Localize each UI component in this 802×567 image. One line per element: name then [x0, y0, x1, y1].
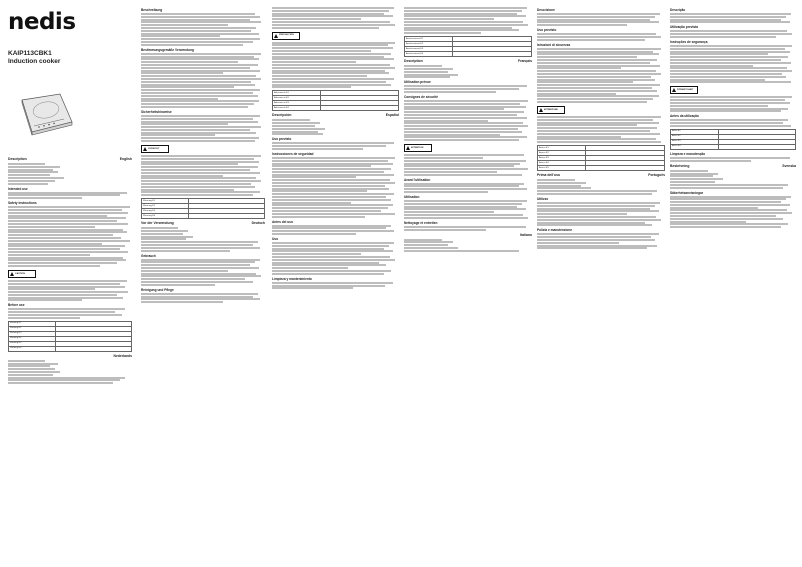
brand-logo: nedis — [8, 9, 76, 35]
text-block — [272, 142, 399, 150]
table-row: Avviso E3 — [538, 156, 665, 161]
language-header — [8, 354, 132, 359]
table-row: Warning E4 — [9, 336, 132, 341]
text-block — [8, 206, 132, 267]
text-block — [8, 280, 132, 302]
language-label: Français — [518, 59, 532, 64]
warning-table — [537, 145, 665, 171]
language-header — [404, 233, 532, 238]
text-block — [404, 226, 532, 231]
table-row: Warnung E2 — [142, 204, 265, 209]
caution-label: ATTENTION — [404, 144, 432, 152]
section-title: Prima dell'uso — [537, 173, 561, 178]
section-heading: Utilisation — [404, 195, 420, 200]
text-block — [272, 7, 399, 29]
caution-label: ATTENZIONE — [537, 106, 565, 114]
text-block — [404, 65, 532, 78]
section-heading: Descrizione — [537, 8, 555, 12]
table-row: Advertencia E3 — [273, 101, 399, 106]
table-row: Avertissement E4 — [405, 52, 532, 57]
warning-table — [272, 90, 399, 111]
column-2 — [141, 6, 265, 561]
warning-icon — [143, 147, 147, 151]
section-heading: Uso previsto — [537, 28, 557, 33]
text-block — [141, 13, 265, 46]
text-block — [537, 33, 665, 41]
text-block — [537, 202, 665, 226]
text-block — [404, 100, 532, 141]
section-heading: Descrição — [670, 8, 686, 12]
table-row: Advertencia E4 — [273, 106, 399, 111]
table-row: Advertencia E1 — [273, 91, 399, 96]
table-row: Avviso E4 — [538, 161, 665, 166]
section-heading: Pulizia e manutenzione — [537, 228, 573, 233]
language-header — [8, 157, 132, 162]
section-heading: Intended use — [8, 186, 28, 191]
caution-label: PRECAUCIÓN — [272, 32, 300, 40]
table-row: Aviso E1 — [671, 129, 796, 134]
text-block — [404, 183, 532, 193]
section-title: Descripción — [272, 113, 292, 118]
text-block — [8, 308, 132, 318]
section-heading: Antes da utilização — [670, 114, 699, 119]
section-heading: Avant l'utilisation — [404, 177, 431, 182]
section-heading: Uso previsto — [272, 137, 292, 142]
text-block — [404, 7, 532, 34]
language-label: Svenska — [782, 163, 796, 168]
text-block — [141, 53, 265, 108]
text-block — [670, 196, 796, 229]
column-6 — [670, 6, 796, 561]
text-block — [537, 48, 665, 103]
text-block — [537, 116, 665, 143]
warning-icon — [539, 108, 543, 112]
section-heading: Istruzioni di sicurezza — [537, 42, 571, 47]
text-block — [537, 13, 665, 26]
text-block — [670, 119, 796, 127]
text-block — [141, 115, 265, 142]
text-block — [272, 157, 399, 218]
caution-label: CAUTION — [8, 270, 36, 278]
text-block — [272, 119, 399, 135]
section-title: Beskrivning — [670, 163, 690, 168]
column-4 — [404, 6, 532, 561]
section-heading: Gebrauch — [141, 253, 156, 258]
column-1 — [8, 6, 132, 561]
section-heading: Bestimmungsgemäße Verwendung — [141, 47, 194, 52]
text-block — [670, 96, 796, 112]
section-heading: Before use — [8, 303, 25, 308]
text-block — [537, 179, 665, 195]
table-row: Warnung E4 — [142, 214, 265, 219]
text-block — [537, 233, 665, 249]
warning-table — [8, 321, 132, 352]
language-label: Nederlands — [113, 353, 132, 358]
column-3 — [272, 6, 399, 561]
warning-icon — [406, 146, 410, 150]
section-heading: Sicherheitshinweise — [141, 109, 172, 114]
language-label: Italiano — [520, 232, 532, 237]
language-label: Español — [385, 113, 399, 118]
text-block — [141, 155, 265, 196]
section-title: Description — [404, 59, 423, 64]
text-block — [404, 154, 532, 176]
language-label: Deutsch — [251, 221, 265, 226]
language-label: Português — [648, 173, 665, 178]
table-row: Avertissement E3 — [405, 47, 532, 52]
text-block — [8, 192, 132, 200]
text-block — [404, 200, 532, 219]
cooktop-illustration — [14, 88, 74, 136]
language-header — [537, 173, 665, 178]
section-heading: Utilização prevista — [670, 25, 698, 30]
text-block — [8, 163, 132, 185]
warning-table — [670, 129, 796, 150]
section-heading: Safety instructions — [8, 201, 37, 206]
section-heading: Instrucciones de seguridad — [272, 151, 314, 156]
table-row: Avviso E1 — [538, 146, 665, 151]
warning-table — [141, 198, 265, 219]
section-heading: Uso — [272, 237, 279, 242]
language-header — [141, 221, 265, 226]
warning-table — [404, 36, 532, 57]
section-heading: Beschreibung — [141, 8, 163, 12]
caution-label: FÖRSIKTIGHET — [670, 86, 698, 94]
section-title: Vor der Verwendung — [141, 221, 174, 226]
language-header — [670, 164, 796, 169]
table-row: Warning E2 — [9, 326, 132, 331]
section-heading: Antes del uso — [272, 219, 293, 224]
warning-icon — [10, 272, 14, 276]
text-block — [272, 225, 399, 235]
section-heading: Utilisation prévue — [404, 80, 431, 85]
column-5 — [537, 6, 665, 561]
table-row: Avertissement E2 — [405, 42, 532, 47]
text-block — [272, 242, 399, 275]
section-heading: Limpeza e manutenção — [670, 151, 706, 156]
text-block — [404, 85, 532, 93]
text-block — [404, 239, 532, 252]
section-heading: Nettoyage et entretien — [404, 220, 438, 225]
text-block — [272, 282, 399, 290]
text-block — [8, 360, 132, 384]
text-block — [670, 13, 796, 23]
section-heading: Utilizzo — [537, 197, 549, 202]
section-heading: Säkerhetsanvisningar — [670, 190, 704, 195]
table-row: Warning E3 — [9, 331, 132, 336]
text-block — [670, 170, 796, 189]
table-row: Warnung E3 — [142, 209, 265, 214]
text-block — [141, 293, 265, 303]
caution-label: VORSICHT — [141, 145, 169, 153]
language-header — [272, 113, 399, 118]
text-block — [141, 259, 265, 286]
table-row: Warning E6 — [9, 346, 132, 351]
product-title: Induction cooker — [8, 58, 61, 65]
table-row: Avertissement E1 — [405, 37, 532, 42]
language-header — [404, 59, 532, 64]
model-number: KAIP113CBK1 — [8, 50, 52, 57]
table-row: Avviso E5 — [538, 166, 665, 171]
language-label: English — [119, 157, 132, 161]
text-block — [670, 45, 796, 83]
table-row: Avviso E2 — [538, 151, 665, 156]
section-heading: Consignes de sécurité — [404, 94, 439, 99]
section-heading: Reinigung und Pflege — [141, 287, 174, 292]
table-row: Warnung E1 — [142, 199, 265, 204]
table-row: Advertencia E2 — [273, 96, 399, 101]
section-heading: Instruções de segurança — [670, 39, 708, 44]
table-row: Aviso E3 — [671, 139, 796, 144]
text-block — [141, 227, 265, 251]
section-title: Description — [8, 157, 27, 161]
warning-icon — [274, 34, 278, 38]
table-row: Aviso E4 — [671, 144, 796, 149]
warning-icon — [672, 88, 676, 92]
table-row: Warning E1 — [9, 321, 132, 326]
text-block — [670, 157, 796, 162]
text-block — [272, 42, 399, 89]
table-row: Aviso E2 — [671, 134, 796, 139]
text-block — [670, 30, 796, 38]
section-heading: Limpieza y mantenimiento — [272, 276, 312, 281]
table-row: Warning E5 — [9, 341, 132, 346]
